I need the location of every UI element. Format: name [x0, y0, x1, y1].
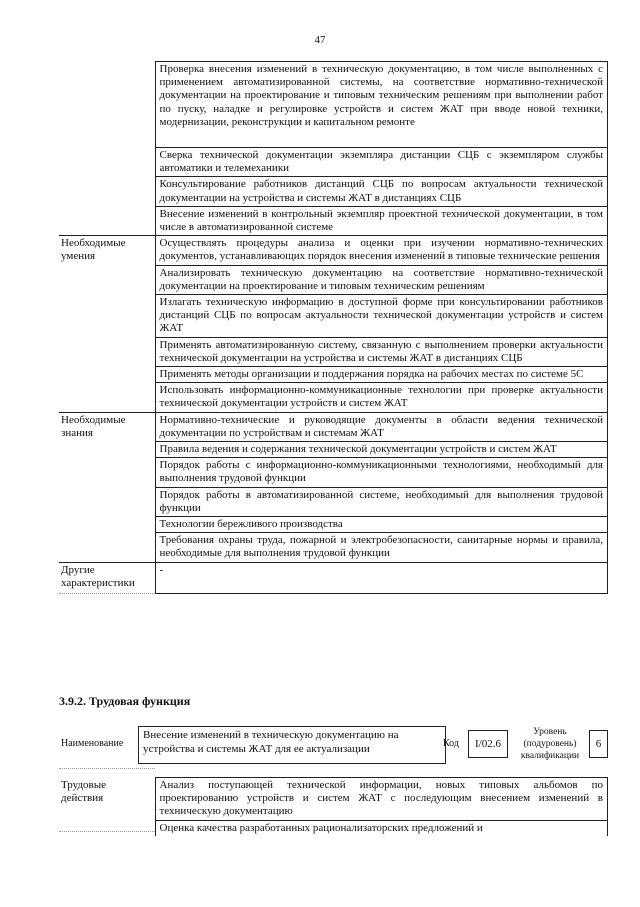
section-title: 3.9.2. Трудовая функция [59, 694, 191, 708]
level-label: Уровень (подуровень) квалификации [520, 727, 580, 761]
skill-cell: Применять автоматизированную систему, связанную с выполнением проверки актуальности технической документации на устройства и системы ЖАТ в дистанциях СЦБ [155, 337, 608, 366]
function-header-row [59, 726, 608, 762]
skill-cell: Применять методы организации и поддержания порядка на рабочих местах по системе 5С [155, 367, 608, 383]
task-cell: Проверка внесения изменений в техническую документацию, в том числе выполненных с применением автоматизированной системы, на соответствие нормативно-технической документации на проектирование и типовым техническим решениям при выполнении работ по пуску, наладке и регулировке устройств и систем ЖАТ при вводе новой техники, модернизации, реконструкции и капитальном ремонте [155, 62, 608, 148]
function-name-box: Внесение изменений в техническую документацию на устройства и системы ЖАТ для ее актуализации [138, 726, 446, 764]
knowledge-cell: Требования охраны труда, пожарной и электробезопасности, санитарные нормы и правила, необходимые для выполнения трудовой функции [155, 533, 608, 562]
actions-label: Трудовые действия [61, 778, 107, 804]
knowledge-label: Необходимые знания [59, 412, 155, 562]
knowledge-cell: Порядок работы в автоматизированной системе, необходимый для выполнения трудовой функции [155, 487, 608, 516]
page-number: 47 [314, 34, 326, 46]
divider [59, 831, 155, 832]
skill-cell: Осуществлять процедуры анализа и оценки при изучении нормативно-технических документов, устанавливающих порядок внесения изменений в типовые технические решения [155, 236, 608, 265]
action-cell: Анализ поступающей технической информации, новых типовых альбомов по проектированию устройств и систем ЖАТ с последующим внесением изменений в техническую документацию [155, 778, 608, 821]
code-box: I/02.6 [468, 730, 508, 758]
actions-table [59, 777, 608, 836]
skills-label: Необходимые умения [59, 236, 155, 412]
action-cell: Оценка качества разработанных рационализаторских предложений и [155, 820, 608, 836]
task-cell: Консультирование работников дистанций СЦБ по вопросам актуальности технической документации на устройства и системы ЖАТ в дистанциях СЦБ [155, 177, 608, 206]
divider [59, 768, 155, 769]
skill-cell: Излагать техническую информацию в доступной форме при консультировании работников дистанций СЦБ по вопросам актуальности технической документации устройств и систем ЖАТ [155, 295, 608, 338]
level-box: 6 [589, 730, 608, 758]
code-label: Код [443, 738, 459, 749]
knowledge-cell: Правила ведения и содержания технической документации устройств и систем ЖАТ [155, 442, 608, 458]
task-cell: Внесение изменений в контрольный экземпляр проектной технической документации, в том числе в автоматизированной системе [155, 206, 608, 235]
tasks-header-cell [59, 62, 155, 236]
other-value: - [155, 562, 608, 593]
other-label: Другие характеристики [59, 562, 155, 593]
skill-cell: Анализировать техническую документацию на соответствие нормативно-технической документации на проектирование и типовым техническим решениям [155, 265, 608, 294]
name-label: Наименование [61, 738, 124, 749]
knowledge-cell: Порядок работы с информационно-коммуникационными технологиями, необходимый для выполнения трудовой функции [155, 458, 608, 487]
task-cell: Сверка технической документации экземпляра дистанции СЦБ с экземпляром службы автоматики и телемеханики [155, 148, 608, 177]
labor-function-table [59, 61, 608, 594]
skill-cell: Использовать информационно-коммуникационные технологии при проверке актуальности технической документации устройств и систем ЖАТ [155, 383, 608, 412]
knowledge-cell: Нормативно-технические и руководящие документы в области ведения технической документации по устройствам и системам ЖАТ [155, 412, 608, 441]
knowledge-cell: Технологии бережливого производства [155, 517, 608, 533]
